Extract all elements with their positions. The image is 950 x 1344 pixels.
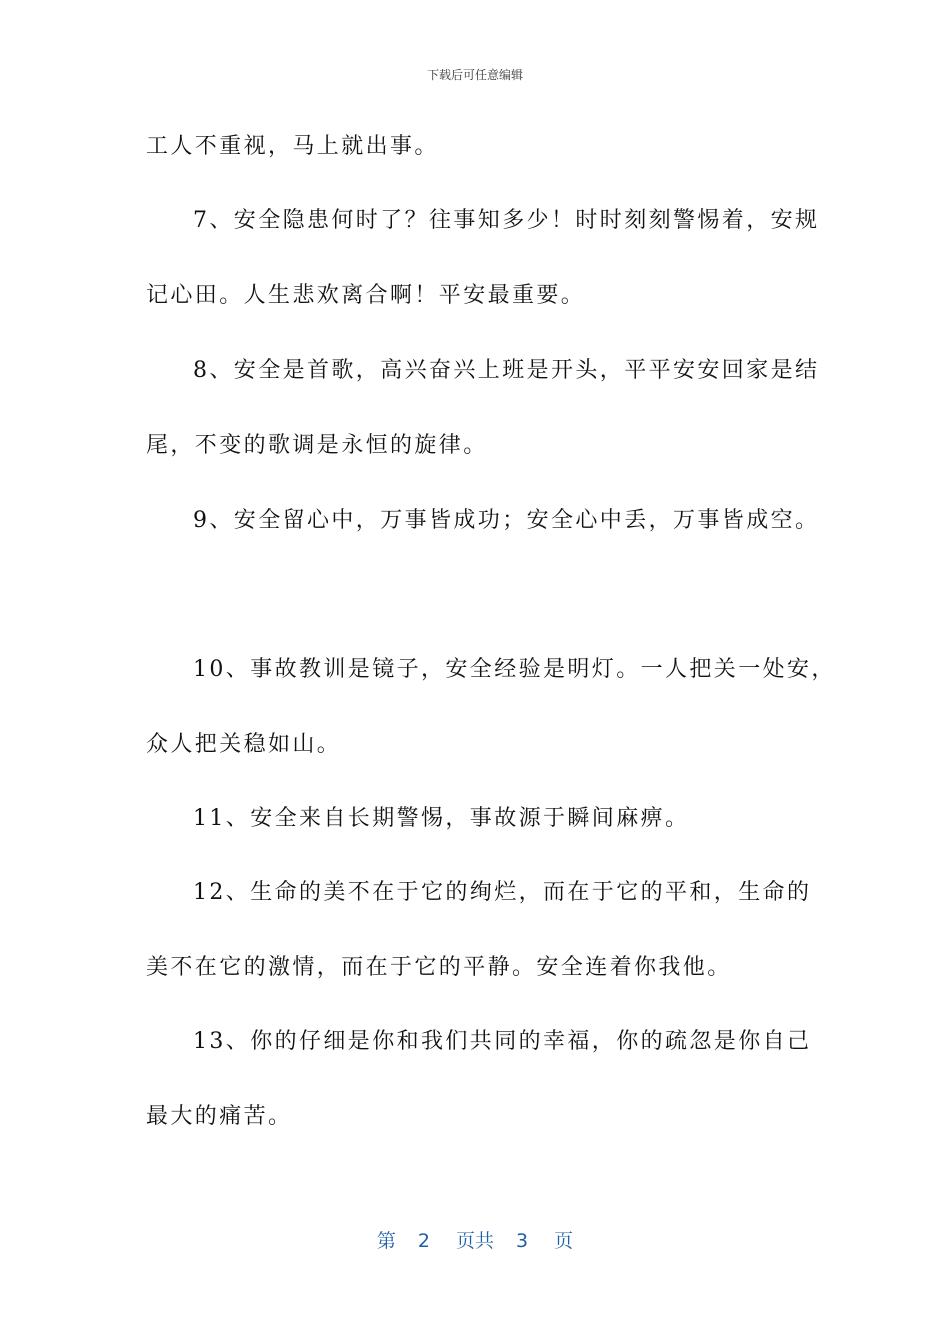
text-line-6: 9、安全留心中，万事皆成功；安全心中丢，万事皆成空。 — [193, 508, 820, 533]
text-line-10: 12、生命的美不在于它的绚烂，而在于它的平和，生命的 — [193, 880, 812, 905]
footer-middle: 页共 — [455, 1230, 494, 1252]
footer-prefix: 第 — [376, 1230, 396, 1252]
text-line-2: 7、安全隐患何时了？往事知多少！时时刻刻警惕着，安规 — [193, 208, 820, 233]
footer-total-pages: 3 — [516, 1230, 529, 1252]
footer-suffix: 页 — [554, 1230, 574, 1252]
text-line-11: 美不在它的激情，而在于它的平静。安全连着你我他。 — [146, 955, 732, 980]
text-line-12: 13、你的仔细是你和我们共同的幸福，你的疏忽是你自己 — [193, 1029, 812, 1054]
text-line-13: 最大的痛苦。 — [146, 1104, 293, 1129]
text-line-8: 众人把关稳如山。 — [146, 732, 342, 757]
text-line-7: 10、事故教训是镜子，安全经验是明灯。一人把关一处安， — [193, 657, 836, 682]
text-line-3: 记心田。人生悲欢离合啊！平安最重要。 — [146, 283, 586, 308]
text-line-1: 工人不重视，马上就出事。 — [146, 134, 439, 159]
text-line-9: 11、安全来自长期警惕，事故源于瞬间麻痹。 — [193, 806, 690, 831]
text-line-5: 尾，不变的歌调是永恒的旋律。 — [146, 433, 488, 458]
text-line-4: 8、安全是首歌，高兴奋兴上班是开头，平平安安回家是结 — [193, 358, 820, 383]
page-header: 下载后可任意编辑 — [426, 68, 523, 82]
footer-current-page: 2 — [417, 1230, 430, 1252]
page-number-footer — [0, 1226, 950, 1253]
